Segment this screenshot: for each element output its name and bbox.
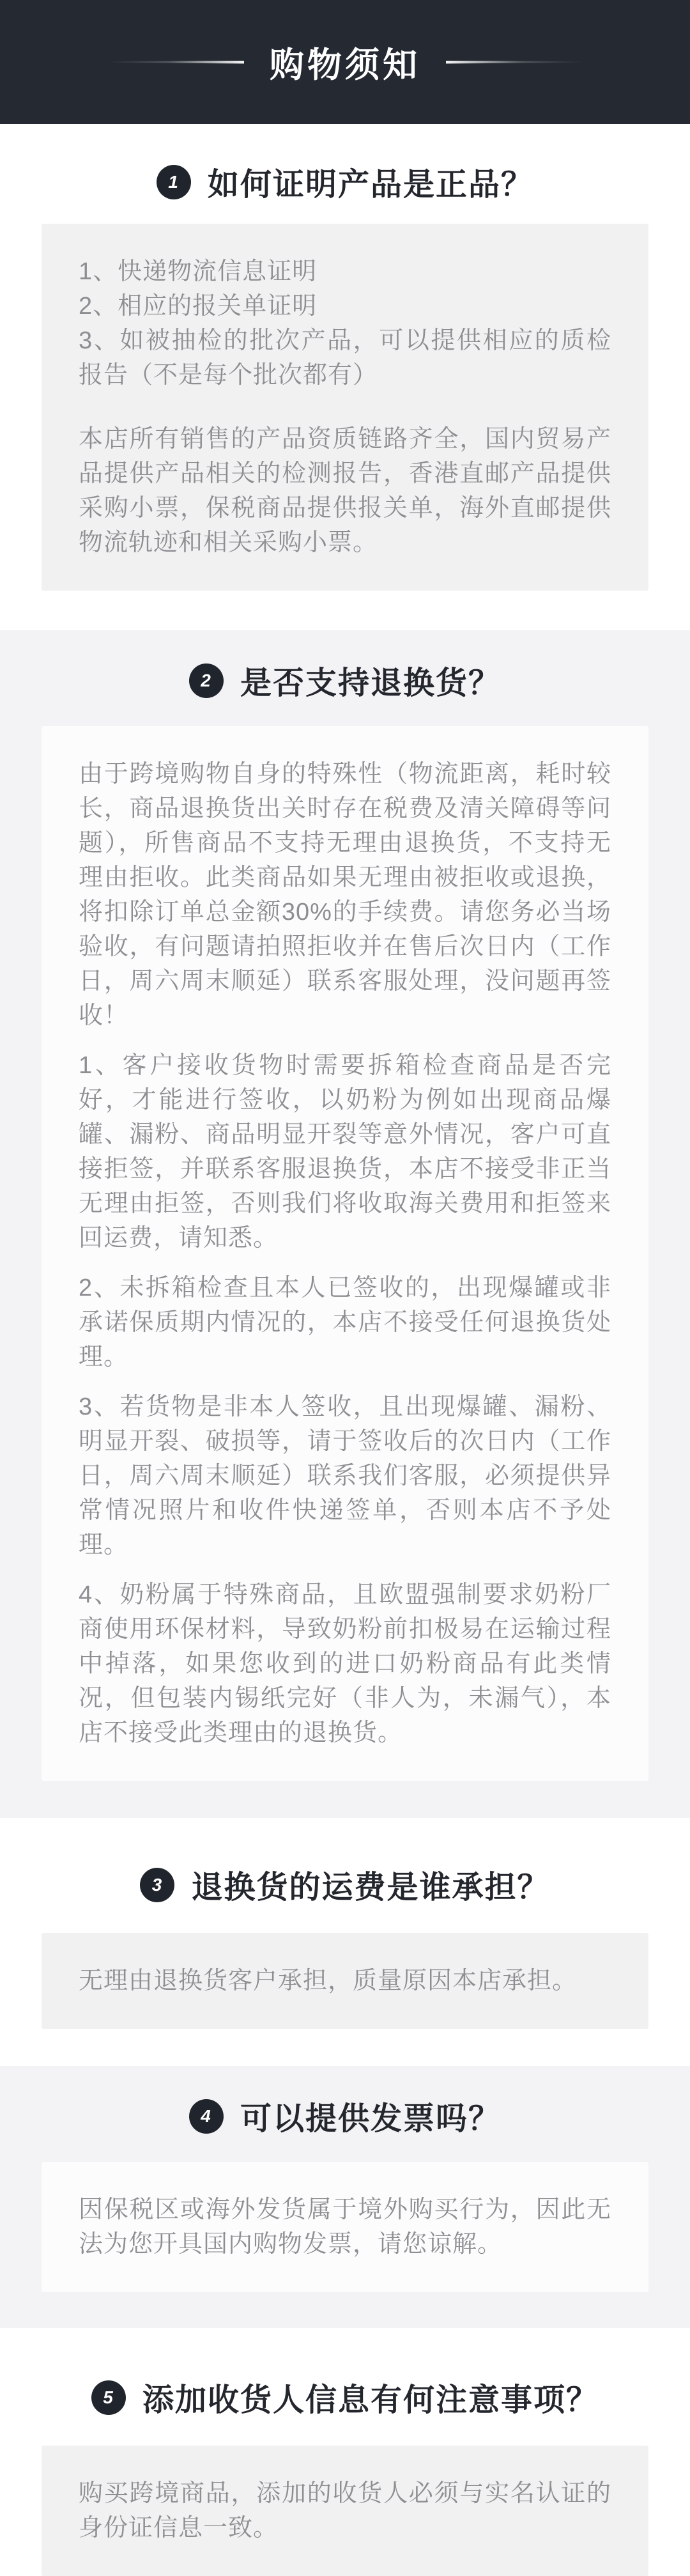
section-3-header [0,1863,690,1907]
notice-paragraph: 因保税区或海外发货属于境外购买行为，因此无法为您开具国内购物发票，请您谅解。 [79,2196,611,2258]
section-5-number-badge: 5 [91,2380,126,2415]
section-2-box [42,726,648,1781]
section-5-title: 添加收货人信息有何注意事项？ [142,2383,599,2417]
title-decor-line-right [446,61,583,64]
section-3-number-badge: 3 [140,1868,174,1902]
section-1-number-badge: 1 [157,165,191,199]
notice-paragraph: 购买跨境商品，添加的收货人必须与实名认证的身份证信息一致。 [79,2480,611,2541]
notice-paragraph: 由于跨境购物自身的特殊性（物流距离，耗时较长，商品退换货出关时存在税费及清关障碍等问题），所售商品不支持无理由退换货，不支持无理由拒收。此类商品如果无理由被拒收或退换，将扣除订单总金额30%的手续费。请您务必当场验收，有问题请拍照拒收并在售后次日内（工作日，周六周末顺延）联系客服处理，没问题再签收！ [79,761,611,1029]
notice-paragraph: 1、客户接收货物时需要拆箱检查商品是否完好，才能进行签收，以奶粉为例如出现商品爆罐、漏粉、商品明显开裂等意外情况，客户可直接拒签，并联系客服退换货，本店不接受非正当无理由拒签，否则我们将收取海关费用和拒签来回运费，请知悉。 [79,1052,611,1252]
section-authenticity [0,124,690,591]
section-4-header [0,2094,690,2139]
section-1-header [0,124,690,205]
notice-paragraph: 2、未拆箱检查且本人已签收的，出现爆罐或非承诺保质期内情况的，本店不接受任何退换货处理。 [79,1275,611,1370]
section-1-title: 如何证明产品是正品？ [207,167,533,202]
notice-paragraph: 无理由退换货客户承担，质量原因本店承担。 [79,1967,578,1994]
section-shipping-fee [0,1863,690,2029]
notice-line: 3、如被抽检的批次产品，可以提供相应的质检报告（不是每个批次都有） [79,327,611,389]
section-5-header [0,2375,690,2420]
section-4-box [42,2162,648,2292]
title-decor-line-left [107,61,244,64]
section-returns [0,630,690,1818]
section-recipient-info [0,2375,690,2576]
notice-paragraph: 本店所有销售的产品资质链路齐全，国内贸易产品提供产品相关的检测报告，香港直邮产品提供采购小票，保税商品提供报关单，海外直邮提供物流轨迹和相关采购小票。 [79,426,611,556]
section-4-title: 可以提供发票吗？ [240,2102,501,2136]
section-invoice [0,2066,690,2328]
notice-line: 1、快递物流信息证明 [79,258,318,285]
notice-paragraph: 4、奶粉属于特殊商品，且欧盟强制要求奶粉厂商使用环保材料，导致奶粉前扣极易在运输过程中掉落，如果您收到的进口奶粉商品有此类情况，但包装内锡纸完好（非人为，未漏气），本店不接受此类理由的退换货。 [79,1581,611,1746]
section-2-number-badge: 2 [189,663,224,698]
page-title: 购物须知 [270,45,420,84]
notice-paragraph: 3、若货物是非本人签收，且出现爆罐、漏粉、明显开裂、破损等，请于签收后的次日内（工作日，周六周末顺延）联系我们客服，必须提供异常情况照片和收件快递签单，否则本店不予处理。 [79,1393,611,1558]
page-banner [0,0,690,124]
section-3-box [42,1933,648,2029]
notice-line: 2、相应的报关单证明 [79,293,318,320]
section-5-box [42,2446,648,2576]
section-3-title: 退换货的运费是谁承担？ [191,1870,550,1905]
section-2-header [0,658,690,703]
section-1-box [42,224,648,591]
section-4-number-badge: 4 [189,2099,224,2134]
section-2-title: 是否支持退换货？ [240,666,501,701]
